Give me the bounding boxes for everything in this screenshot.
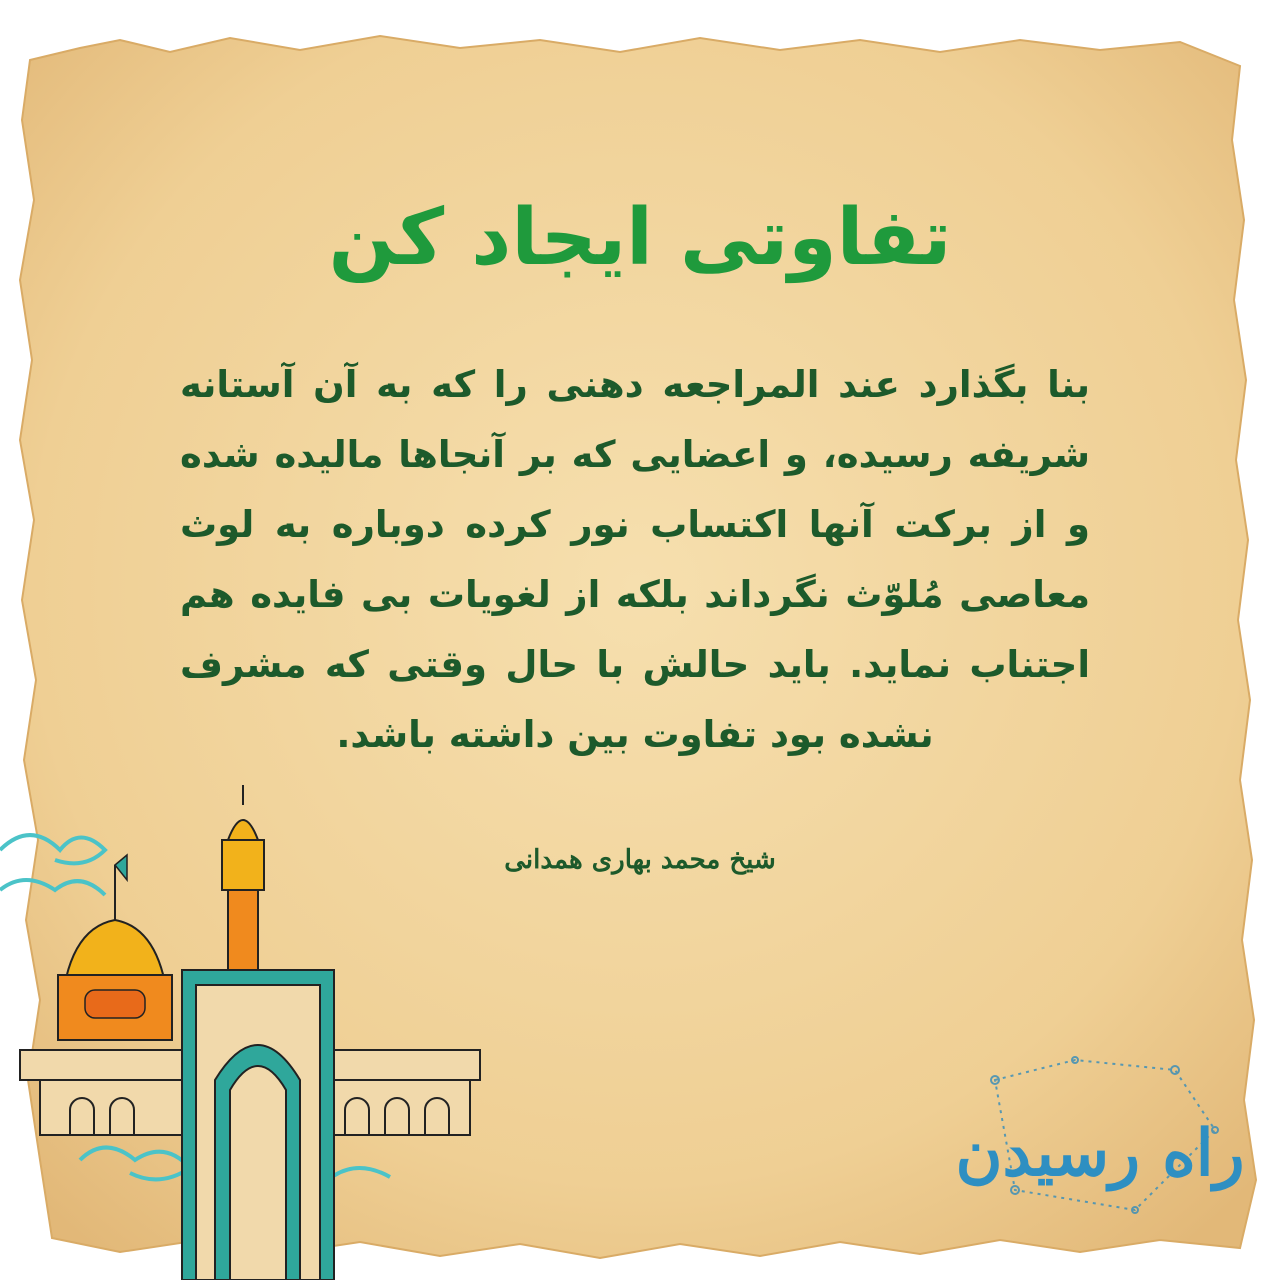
author-name: شیخ محمد بهاری همدانی [504, 845, 776, 875]
page-title: تفاوتی ایجاد کن [328, 193, 952, 283]
quote-text: بنا بگذارد عند المراجعه دهنی را که به آن آستانه شریفه رسیده، و اعضایی که بر آنجاها مالیده شده و از برکت آنها اکتساب نور کرده دوباره به لوث معاصی مُلوّث نگرداند بلکه از لغویات بی فایده هم اجتناب نماید. باید حالش با حال وقتی که مشرف نشده بود تفاوت بین داشته باشد. [180, 363, 1090, 756]
shrine-illustration [0, 780, 520, 1280]
calligraphy-logo [955, 1040, 1245, 1240]
logo-text: راه رسیدن [955, 1116, 1245, 1191]
